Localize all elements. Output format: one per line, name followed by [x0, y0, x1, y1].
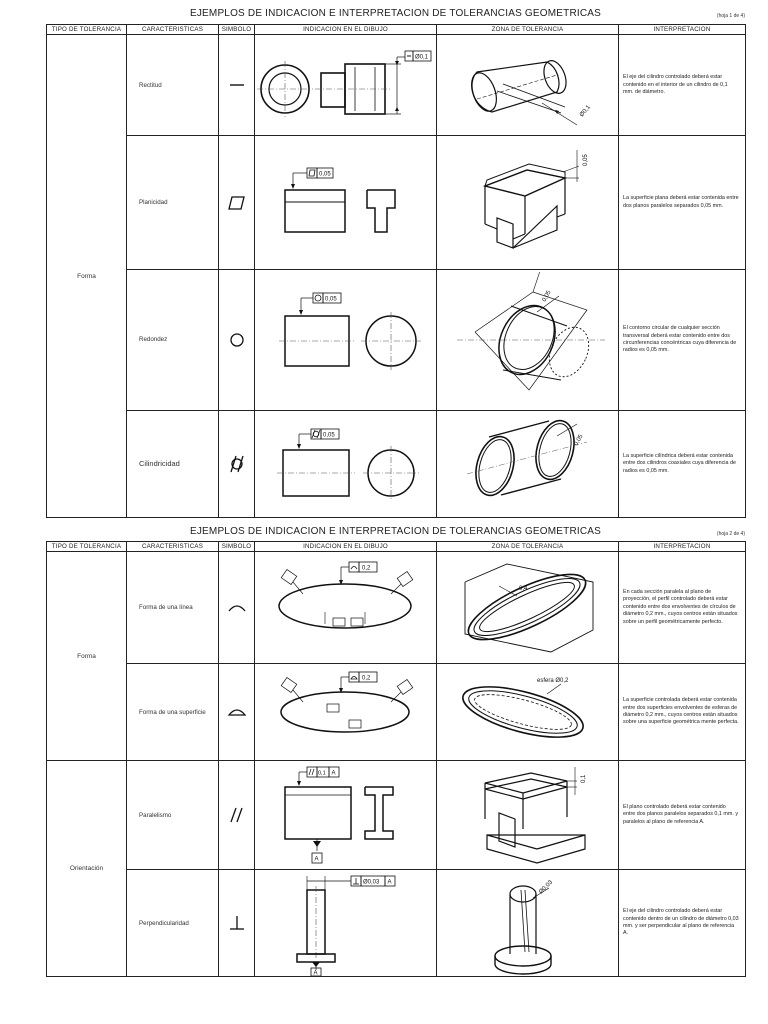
surface-profile-symbol-icon — [219, 664, 255, 761]
characteristic: Planicidad — [127, 136, 219, 270]
tolerance-zone-illustration — [437, 761, 619, 870]
drawing-indication — [255, 664, 437, 761]
table-row — [47, 552, 746, 664]
frame-datum: A — [331, 770, 336, 777]
drawing-indication — [255, 410, 437, 517]
zone-label: 0,05 — [541, 289, 553, 303]
frame-value: 0,05 — [323, 432, 335, 439]
tolerance-zone-illustration — [437, 136, 619, 270]
characteristic: Perpendicularidad — [127, 870, 219, 977]
header-row — [47, 25, 746, 35]
table-row — [47, 35, 746, 136]
table-row — [47, 410, 746, 517]
tolerance-table — [46, 541, 746, 977]
frame-datum: A — [387, 879, 392, 886]
drawing-indication — [255, 35, 437, 136]
frame-value: 0,1 — [318, 770, 326, 777]
zone-label: esfera Ø0,2 — [537, 678, 569, 684]
header-interpretation: INTERPRETACION — [619, 25, 746, 35]
header-row — [47, 542, 746, 552]
table-row — [47, 870, 746, 977]
characteristic: Forma de una línea — [127, 552, 219, 664]
tolerance-type: Forma — [47, 552, 127, 761]
drawing-indication — [255, 761, 437, 870]
interpretation-text: El plano controlado deberá estar contenido entre dos planos paralelos separados 0,1 mm. y paralelos al plano de referencia A. — [619, 761, 746, 870]
characteristic: Forma de una superficie — [127, 664, 219, 761]
header-characteristics: CARACTERISTICAS — [127, 542, 219, 552]
tolerance-zone-illustration — [437, 269, 619, 410]
table-row — [47, 269, 746, 410]
interpretation-text: En cada sección paralela al plano de proyección, el perfil controlado deberá estar contenido entre dos envolventes de círculos de diámetro 0,2 mm., cuyos centros están situados sobre un perfil geométricamente perfecto. — [619, 552, 746, 664]
tolerance-zone-illustration — [437, 664, 619, 761]
zone-label: 0,4 — [519, 586, 528, 592]
table-row — [47, 664, 746, 761]
zone-label: 0,05 — [583, 154, 589, 167]
cylindricity-symbol-icon — [219, 410, 255, 517]
header-type: TIPO DE TOLERANCIA — [47, 25, 127, 35]
interpretation-text: El contorno circular de cualquier sección transversal deberá estar contenido entre dos circunferencias concéntricas cuya diferencia de radios es 0,05 mm. — [619, 269, 746, 410]
frame-value: Ø0,03 — [363, 879, 380, 886]
interpretation-text: El eje del cilindro controlado deberá estar contenido dentro de un cilindro de diámetro 0,03 mm. y ser perpendicular al plano de referencia A. — [619, 870, 746, 977]
flatness-symbol-icon — [219, 136, 255, 270]
zone-label: Ø0,1 — [578, 104, 592, 118]
straightness-symbol-icon — [219, 35, 255, 136]
interpretation-text: El eje del cilindro controlado deberá estar contenido en el interior de un cilindro de 0,1 mm. de diámetro. — [619, 35, 746, 136]
characteristic: Paralelismo — [127, 761, 219, 870]
datum-label: A — [314, 856, 319, 863]
table-row — [47, 136, 746, 270]
frame-value: 0,2 — [362, 675, 371, 682]
table-row — [47, 761, 746, 870]
tolerance-zone-illustration — [437, 35, 619, 136]
characteristic: Redondez — [127, 269, 219, 410]
zone-label: Ø0,03 — [538, 879, 554, 896]
tolerance-zone-illustration — [437, 552, 619, 664]
interpretation-text: La superficie plana deberá estar contenida entre dos planos paralelos separados 0,05 mm. — [619, 136, 746, 270]
header-type: TIPO DE TOLERANCIA — [47, 542, 127, 552]
header-characteristics: CARACTERISTICAS — [127, 25, 219, 35]
sheet-title: EJEMPLOS DE INDICACION E INTERPRETACION DE TOLERANCIAS GEOMETRICAS — [189, 526, 602, 537]
frame-value: 0,05 — [325, 296, 337, 303]
tolerance-zone-illustration — [437, 870, 619, 977]
header-symbol: SIMBOLO — [219, 542, 255, 552]
zone-label: 0,1 — [581, 774, 587, 783]
line-profile-symbol-icon — [219, 552, 255, 664]
frame-value: 0,2 — [362, 565, 371, 572]
tolerance-type: Forma — [47, 35, 127, 518]
circularity-symbol-icon — [219, 269, 255, 410]
drawing-indication — [255, 269, 437, 410]
header-drawing: INDICACION EN EL DIBUJO — [255, 542, 437, 552]
zone-label: 0,05 — [573, 434, 585, 448]
drawing-indication — [255, 870, 437, 977]
tolerance-zone-illustration — [437, 410, 619, 517]
tolerance-table — [46, 24, 746, 518]
parallelism-symbol-icon — [219, 761, 255, 870]
sheet-title: EJEMPLOS DE INDICACION E INTERPRETACION DE TOLERANCIAS GEOMETRICAS — [189, 8, 602, 19]
tolerance-type: Orientación — [47, 761, 127, 977]
sheet-page-number: (hoja 2 de 4) — [716, 531, 745, 537]
drawing-indication — [255, 552, 437, 664]
frame-value: Ø0,1 — [415, 54, 429, 61]
frame-value: 0,05 — [319, 171, 331, 178]
header-zone: ZONA DE TOLERANCIA — [437, 25, 619, 35]
perpendicularity-symbol-icon — [219, 870, 255, 977]
sheet-page-number: (hoja 1 de 4) — [716, 13, 745, 19]
header-symbol: SIMBOLO — [219, 25, 255, 35]
interpretation-text: La superficie cilíndrica deberá estar contenida entre dos cilindros coaxiales cuya diferencia de radios es 0,05 mm. — [619, 410, 746, 517]
header-drawing: INDICACION EN EL DIBUJO — [255, 25, 437, 35]
interpretation-text: La superficie controlada deberá estar contenida entre dos superficies envolventes de esferas de diámetro 0,2 mm., cuyos centros están situados sobre una superficie geométrica mente perfecta. — [619, 664, 746, 761]
header-interpretation: INTERPRETACION — [619, 542, 746, 552]
characteristic: Cilindricidad — [127, 410, 219, 517]
drawing-indication — [255, 136, 437, 270]
header-zone: ZONA DE TOLERANCIA — [437, 542, 619, 552]
datum-label: A — [313, 970, 318, 976]
characteristic: Rectitud — [127, 35, 219, 136]
